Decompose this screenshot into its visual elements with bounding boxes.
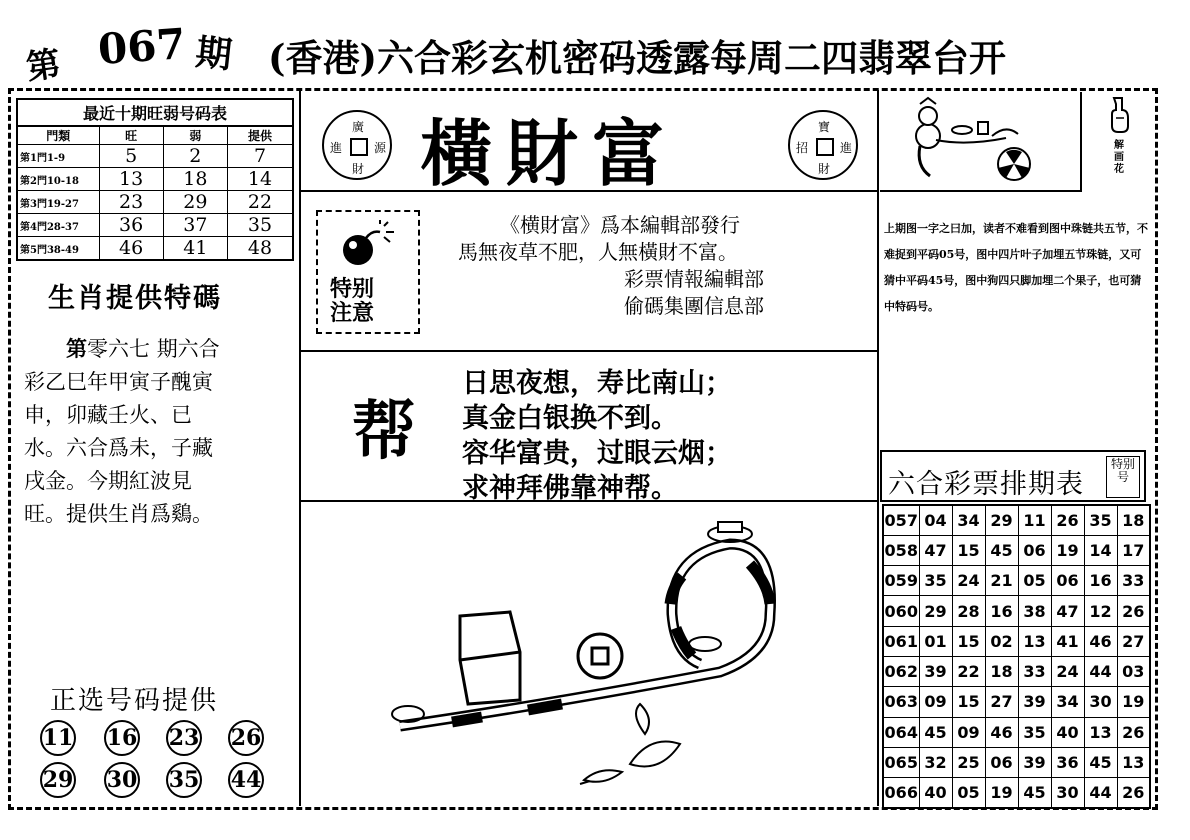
draw-schedule-table xyxy=(882,504,1151,809)
coin-char: 招 xyxy=(796,141,809,155)
number-cell: 09 xyxy=(919,687,952,717)
number-cell: 39 xyxy=(1018,687,1051,717)
table-cell: 29 xyxy=(163,191,227,214)
zodiac-issue-num: 零六七 xyxy=(87,337,150,361)
special-number-cell: 13 xyxy=(1117,747,1150,777)
table-row xyxy=(883,687,1150,717)
number-cell: 30 xyxy=(1084,687,1117,717)
column-header: 弱 xyxy=(163,126,227,145)
zodiac-line: 戌金。今期紅波見 xyxy=(24,469,192,493)
number-cell: 09 xyxy=(952,717,985,747)
number-cell: 34 xyxy=(952,505,985,535)
number-cell: 29 xyxy=(985,505,1018,535)
table-row xyxy=(17,168,293,191)
help-character: 帮 xyxy=(352,395,416,469)
number-cell: 41 xyxy=(1051,626,1084,656)
zodiac-issue-word: 第 xyxy=(66,336,87,361)
special-number-cell: 19 xyxy=(1117,687,1150,717)
number-cell: 44 xyxy=(1084,656,1117,686)
riddle-illustration xyxy=(300,504,876,804)
number-cell: 36 xyxy=(1051,747,1084,777)
table-cell: 48 xyxy=(227,237,293,261)
number-cell: 35 xyxy=(919,566,952,596)
number-cell: 14 xyxy=(1084,535,1117,565)
table-cell: 37 xyxy=(163,214,227,237)
table-row xyxy=(883,505,1150,535)
description-line: 彩票情報編輯部 xyxy=(624,267,764,291)
table-cell: 13 xyxy=(99,168,163,191)
number-cell: 47 xyxy=(919,535,952,565)
brand-title: 橫財富 xyxy=(420,111,679,196)
issue-cell: 057 xyxy=(883,505,919,535)
number-cell: 45 xyxy=(1084,747,1117,777)
zodiac-line-rest: 期六合 xyxy=(156,337,220,361)
notice-line: 特别 xyxy=(330,277,375,302)
description-line: 《横財富》爲本編輯部發行 xyxy=(500,213,740,237)
notice-line: 注意 xyxy=(330,301,375,326)
number-cell: 44 xyxy=(1084,778,1117,808)
number-cell: 05 xyxy=(1018,566,1051,596)
issue-cell: 064 xyxy=(883,717,919,747)
number-cell: 26 xyxy=(1051,505,1084,535)
column-divider xyxy=(877,90,879,806)
coin-char: 源 xyxy=(374,141,387,155)
bomb-icon xyxy=(338,220,398,270)
number-cell: 22 xyxy=(952,656,985,686)
number-cell: 12 xyxy=(1084,596,1117,626)
coin-icon xyxy=(322,110,392,180)
notice-label xyxy=(330,278,374,326)
number-cell: 39 xyxy=(1018,747,1051,777)
zodiac-section-title: 生肖提供特碼 xyxy=(48,283,222,314)
pick-number: 16 xyxy=(104,720,140,756)
riddle-label: 解画花 xyxy=(1114,140,1124,175)
number-cell: 27 xyxy=(985,687,1018,717)
table-cell: 22 xyxy=(227,191,293,214)
table-row xyxy=(883,596,1150,626)
poem-line: 求神拜佛靠神帮。 xyxy=(462,473,678,504)
issue-cell: 063 xyxy=(883,687,919,717)
number-cell: 05 xyxy=(952,778,985,808)
row-label: 第2門10-18 xyxy=(17,168,99,191)
zodiac-line xyxy=(24,332,274,366)
issue-cell: 059 xyxy=(883,566,919,596)
number-cell: 19 xyxy=(1051,535,1084,565)
coin-char: 財 xyxy=(352,162,365,176)
zodiac-paragraph xyxy=(24,332,274,531)
issue-cell: 058 xyxy=(883,535,919,565)
poem-line: 真金白银换不到。 xyxy=(462,403,678,434)
number-cell: 45 xyxy=(919,717,952,747)
number-cell: 39 xyxy=(919,656,952,686)
schedule-title: 六合彩票排期表 xyxy=(888,469,1084,500)
column-header: 旺 xyxy=(99,126,163,145)
issue-cell: 061 xyxy=(883,626,919,656)
issue-cell: 060 xyxy=(883,596,919,626)
number-cell: 19 xyxy=(985,778,1018,808)
table-row xyxy=(883,717,1150,747)
number-cell: 06 xyxy=(1051,566,1084,596)
number-cell: 02 xyxy=(985,626,1018,656)
special-number-cell: 26 xyxy=(1117,717,1150,747)
table-cell: 14 xyxy=(227,168,293,191)
table-cell: 5 xyxy=(99,145,163,168)
table-cell: 35 xyxy=(227,214,293,237)
pick-number: 44 xyxy=(228,762,264,798)
number-cell: 16 xyxy=(985,596,1018,626)
coin-icon xyxy=(788,110,858,180)
table-row xyxy=(17,214,293,237)
poem xyxy=(462,366,732,506)
number-cell: 15 xyxy=(952,535,985,565)
pick-number: 30 xyxy=(104,762,140,798)
description-line: 馬無夜草不肥，人無橫財不富。 xyxy=(458,240,738,264)
column-header: 提供 xyxy=(227,126,293,145)
number-cell: 24 xyxy=(952,566,985,596)
divider xyxy=(880,190,1080,192)
number-cell: 33 xyxy=(1018,656,1051,686)
page-title: (香港)六合彩玄机密码透露每周二四翡翠台开 xyxy=(268,36,1007,80)
special-number-label: 特别号 xyxy=(1106,456,1140,498)
zodiac-line: 旺。提供生肖爲鷄。 xyxy=(24,502,213,526)
special-number-cell: 26 xyxy=(1117,778,1150,808)
number-cell: 28 xyxy=(952,596,985,626)
number-cell: 30 xyxy=(1051,778,1084,808)
coin-char: 寶 xyxy=(818,120,831,134)
coin-char: 進 xyxy=(840,141,853,155)
table-cell: 41 xyxy=(163,237,227,261)
issue-prefix: 第 xyxy=(23,43,64,89)
number-cell: 32 xyxy=(919,747,952,777)
number-cell: 16 xyxy=(1084,566,1117,596)
description-block xyxy=(458,212,764,320)
special-number-cell: 03 xyxy=(1117,656,1150,686)
number-cell: 46 xyxy=(985,717,1018,747)
pick-number: 35 xyxy=(166,762,202,798)
pointing-hand-icon xyxy=(1108,96,1132,136)
zodiac-line: 水。六合爲未，子藏 xyxy=(24,436,213,460)
number-cell: 01 xyxy=(919,626,952,656)
row-label: 第1門1-9 xyxy=(17,145,99,168)
column-header: 門類 xyxy=(17,126,99,145)
number-cell: 06 xyxy=(985,747,1018,777)
table-row xyxy=(883,778,1150,808)
issue-cell: 066 xyxy=(883,778,919,808)
zodiac-line: 申，卯藏壬火、已 xyxy=(24,403,192,427)
number-cell: 21 xyxy=(985,566,1018,596)
table-cell: 23 xyxy=(99,191,163,214)
table-cell: 36 xyxy=(99,214,163,237)
table-row xyxy=(17,237,293,261)
table-row xyxy=(883,566,1150,596)
number-cell: 24 xyxy=(1051,656,1084,686)
table-row xyxy=(17,191,293,214)
divider xyxy=(1080,92,1082,192)
number-cell: 04 xyxy=(919,505,952,535)
riddle-sketch xyxy=(906,96,1056,188)
number-cell: 25 xyxy=(952,747,985,777)
number-cell: 40 xyxy=(1051,717,1084,747)
number-cell: 15 xyxy=(952,687,985,717)
poem-line: 日思夜想，寿比南山； xyxy=(462,368,732,399)
description-line: 偷碼集團信息部 xyxy=(624,294,764,318)
number-cell: 38 xyxy=(1018,596,1051,626)
row-label: 第3門19-27 xyxy=(17,191,99,214)
number-cell: 13 xyxy=(1018,626,1051,656)
coin-char: 廣 xyxy=(352,120,365,134)
table-row xyxy=(883,535,1150,565)
pick-number: 29 xyxy=(40,762,76,798)
special-number-cell: 27 xyxy=(1117,626,1150,656)
number-cell: 06 xyxy=(1018,535,1051,565)
number-cell: 35 xyxy=(1018,717,1051,747)
number-cell: 34 xyxy=(1051,687,1084,717)
table-cell: 46 xyxy=(99,237,163,261)
table-cell: 18 xyxy=(163,168,227,191)
table-cell: 2 xyxy=(163,145,227,168)
number-cell: 40 xyxy=(919,778,952,808)
row-label: 第4門28-37 xyxy=(17,214,99,237)
number-cell: 29 xyxy=(919,596,952,626)
table-row xyxy=(883,656,1150,686)
issue-number: 067 xyxy=(96,19,188,74)
number-cell: 15 xyxy=(952,626,985,656)
zodiac-line: 彩乙巳年甲寅子醜寅 xyxy=(24,370,213,394)
hot-cold-table xyxy=(16,98,294,261)
coin-char: 進 xyxy=(330,141,343,155)
issue-cell: 062 xyxy=(883,656,919,686)
number-cell: 18 xyxy=(985,656,1018,686)
pick-number: 23 xyxy=(166,720,202,756)
hot-cold-table-caption: 最近十期旺弱号码表 xyxy=(16,98,294,125)
riddle-explanation: 上期图一字之曰加，读者不难看到图中珠链共五节，不难捉到平码05号，图中四片叶子加埋五节珠链，又可猜中平码45号，图中狗四只脚加埋二个果子，也可猜中特码号。 xyxy=(884,222,1148,313)
pick-number: 26 xyxy=(228,720,264,756)
table-row xyxy=(883,747,1150,777)
table-row xyxy=(883,626,1150,656)
special-number-cell: 17 xyxy=(1117,535,1150,565)
issue-suffix: 期 xyxy=(193,31,234,77)
pick-number: 11 xyxy=(40,720,76,756)
table-cell: 7 xyxy=(227,145,293,168)
number-cell: 47 xyxy=(1051,596,1084,626)
coin-char: 財 xyxy=(818,162,831,176)
poem-line: 容华富贵，过眼云烟； xyxy=(462,438,732,469)
picks-title: 正选号码提供 xyxy=(50,686,219,716)
table-header-row xyxy=(17,126,293,145)
number-cell: 35 xyxy=(1084,505,1117,535)
issue-cell: 065 xyxy=(883,747,919,777)
number-cell: 11 xyxy=(1018,505,1051,535)
number-cell: 13 xyxy=(1084,717,1117,747)
special-number-cell: 26 xyxy=(1117,596,1150,626)
special-number-cell: 18 xyxy=(1117,505,1150,535)
number-cell: 45 xyxy=(985,535,1018,565)
number-cell: 45 xyxy=(1018,778,1051,808)
special-number-cell: 33 xyxy=(1117,566,1150,596)
row-label: 第5門38-49 xyxy=(17,237,99,261)
number-cell: 46 xyxy=(1084,626,1117,656)
table-row xyxy=(17,145,293,168)
